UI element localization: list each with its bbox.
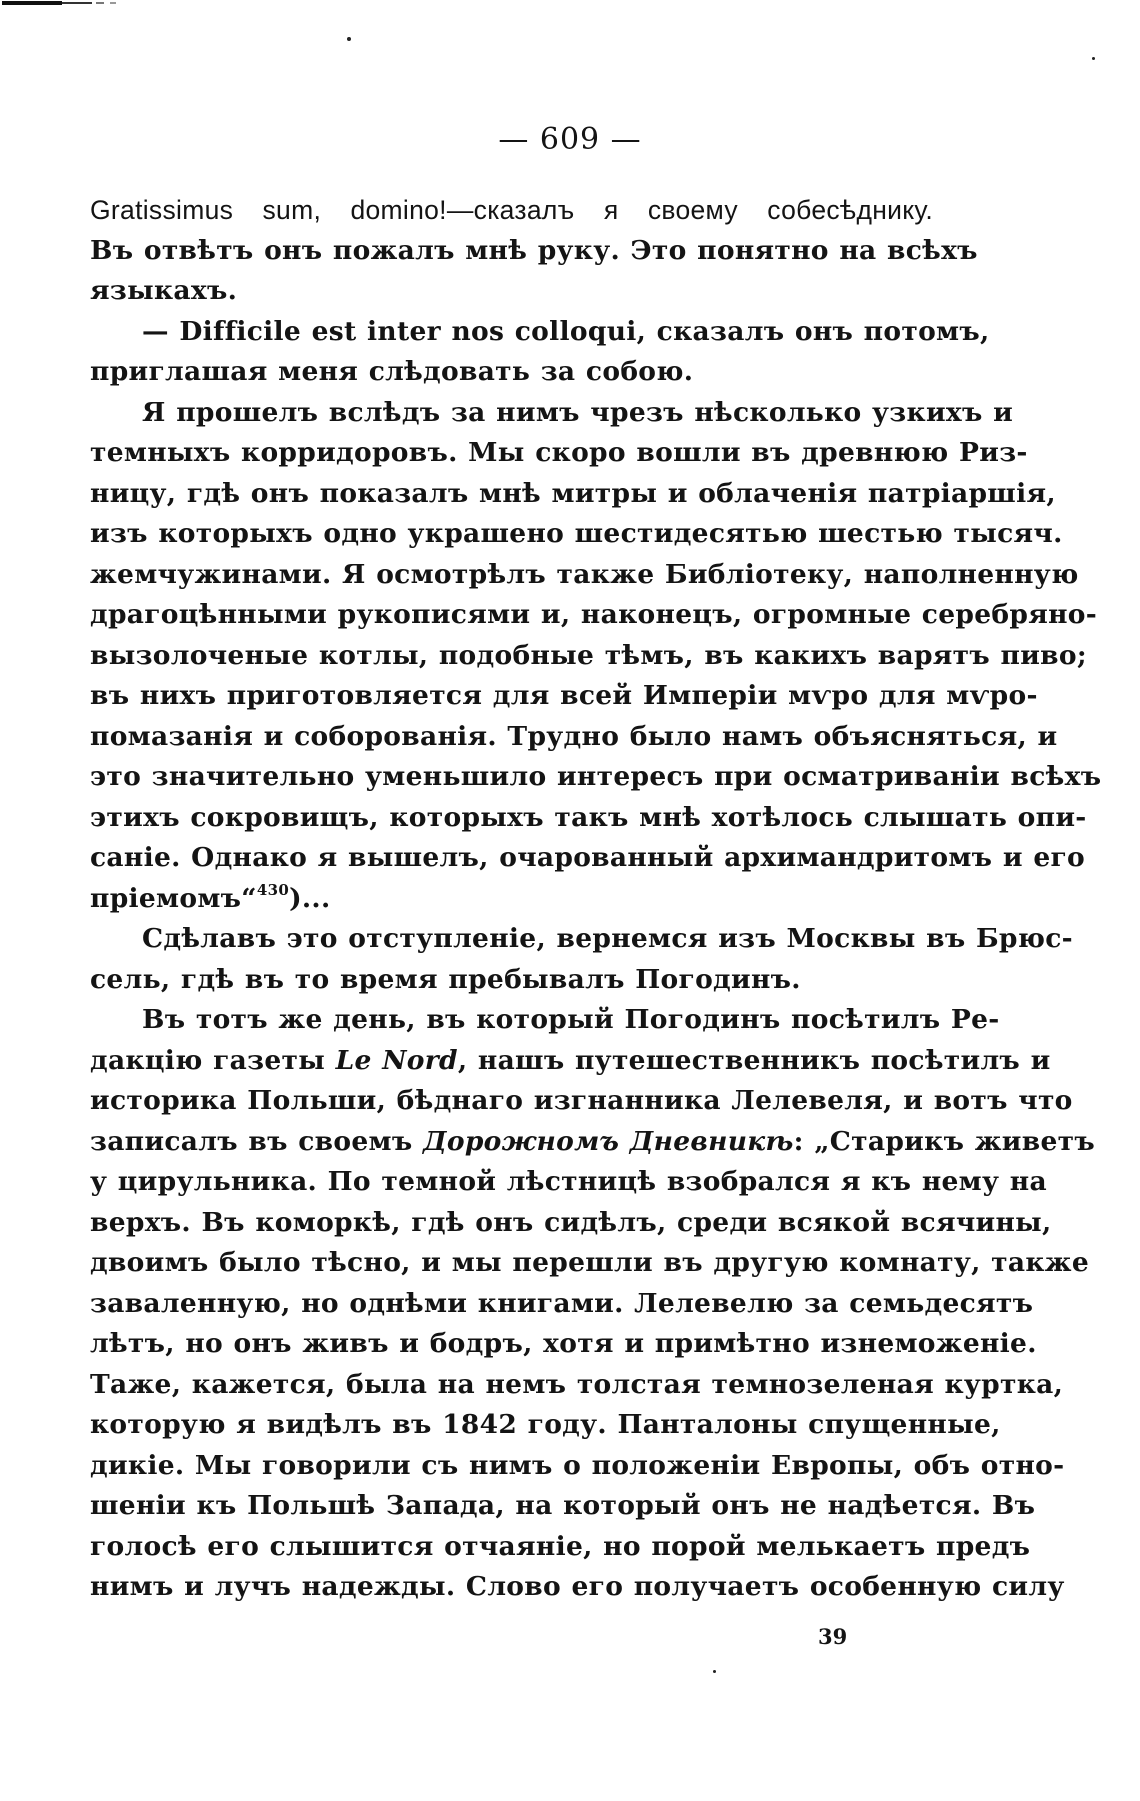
text-line: Таже, кажется, была на немъ толстая темнозеленая куртка, [90,1368,1064,1400]
text-line: которую я видѣлъ въ 1842 году. Панталоны спущенные, [90,1409,1001,1440]
text-line: приглашая меня слѣдовать за собою. [90,356,694,387]
text-fragment: пріемомъ“ [90,882,257,914]
text-line [90,879,933,920]
text-line: — Difficile est inter nos colloqui, сказалъ онъ потомъ, [142,315,990,347]
page-number: — 609 — [498,122,642,157]
text-line: двоимъ было тѣсно, и мы перешли въ другую комнату, также [90,1247,1090,1278]
text-line: верхъ. Въ коморкѣ, гдѣ онъ сидѣлъ, среди всякой всячины, [90,1206,1052,1238]
text-line: ницу, гдѣ онъ показалъ мнѣ митры и облаченія патріаршія, [90,477,1056,509]
scan-edge-mark [0,0,170,8]
text-line: лѣтъ, но онъ живъ и бодръ, хотя и примѣтно изнеможеніе. [90,1328,1037,1359]
scan-speck [713,1670,716,1673]
signature-mark: 39 [818,1624,848,1649]
text-fragment: дакцію газеты [90,1044,336,1076]
text-line: жемчужинами. Я осмотрѣлъ также Библіотеку, наполненную [90,558,1079,590]
text-line: изъ которыхъ одно украшено шестидесятью шестью тысяч. [90,518,1063,549]
text-line: драгоцѣнными рукописями и, наконецъ, огромные серебряно- [90,599,1098,630]
text-line: нимъ и лучъ надежды. Слово его получаетъ особенную силу [90,1571,1065,1602]
main-text [90,190,1102,1608]
text-line: вызолоченые котлы, подобные тѣмъ, въ какихъ варятъ пиво; [90,639,1087,671]
text-fragment: : „Старикъ живетъ [793,1125,1095,1157]
text-fragment: )... [289,882,331,914]
text-line: сель, гдѣ въ то время пребывалъ Погодинъ. [90,963,801,995]
text-line: Въ отвѣтъ онъ пожалъ мнѣ руку. Это понятно на всѣхъ [90,234,978,266]
text-line: это значительно уменьшило интересъ при осматриваніи всѣхъ [90,761,1102,792]
text-line: этихъ сокровищъ, которыхъ такъ мнѣ хотѣлось слышать опи- [90,801,1087,833]
diary-title: Дорожномъ Дневникѣ [423,1125,794,1157]
text-line: саніе. Однако я вышелъ, очарованный архимандритомъ и его [90,842,1085,873]
text-line: въ нихъ приготовляется для всей Имперіи мѵро для мѵро- [90,680,1038,711]
text-fragment: записалъ въ своемъ [90,1125,424,1157]
text-line: шеніи къ Польшѣ Запада, на который онъ не надѣется. Въ [90,1490,1036,1521]
footnote-ref: 430 [256,880,290,899]
text-line: дикіе. Мы говорили съ нимъ о положеніи Европы, объ отно- [90,1449,1065,1481]
text-line: голосѣ его слышится отчаяніе, но порой мелькаетъ предъ [90,1530,1031,1562]
text-line: помазанія и соборованія. Трудно было намъ объясняться, и [90,720,1058,752]
text-line: языкахъ. [90,275,238,306]
text-line: Я прошелъ вслѣдъ за нимъ чрезъ нѣсколько узкихъ и [142,396,1014,428]
text-fragment: , нашъ путешественникъ посѣтилъ и [457,1044,1051,1076]
text-line [90,190,933,231]
text-line-content: Gratissimus sum, domino!—сказалъ я своему собесѣднику. [90,195,933,225]
text-line [90,1122,1095,1163]
newspaper-title: Le Nord [335,1044,458,1076]
scan-speck [1092,57,1095,60]
text-line [90,1041,1051,1082]
text-line: заваленную, но однѣми книгами. Лелевелю за семьдесятъ [90,1287,1034,1319]
text-line: у цирульника. По темной лѣстницѣ взобрался я къ нему на [90,1166,1047,1197]
text-line: Въ тотъ же день, въ который Погодинъ посѣтилъ Ре- [142,1004,1000,1035]
scan-speck [347,37,351,41]
text-line: историка Польши, бѣднаго изгнанника Лелевеля, и вотъ что [90,1085,1073,1116]
text-line: Сдѣлавъ это отступленіе, вернемся изъ Москвы въ Брюс- [142,923,1073,954]
text-line: темныхъ корридоровъ. Мы скоро вошли въ древнюю Риз- [90,437,1028,468]
